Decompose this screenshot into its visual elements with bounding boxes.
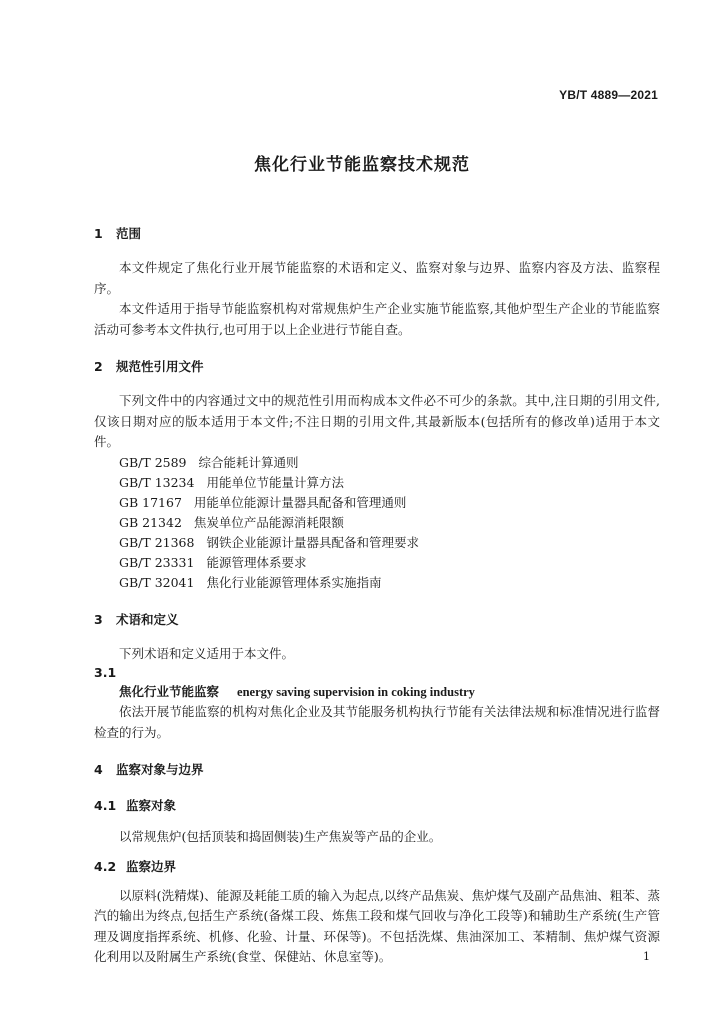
reference-code: GB/T 23331 xyxy=(119,554,195,570)
reference-code: GB/T 21368 xyxy=(119,534,195,550)
scope-paragraph: 本文件规定了焦化行业开展节能监察的术语和定义、监察对象与边界、监察内容及方法、监察程序。 xyxy=(94,260,660,296)
section-heading-scope xyxy=(94,225,660,243)
reference-item xyxy=(94,513,660,533)
section-number: 4 xyxy=(94,762,103,777)
term-entry xyxy=(94,682,660,702)
subsection-heading-objects xyxy=(94,797,660,815)
reference-title: 钢铁企业能源计量器具配备和管理要求 xyxy=(206,534,419,550)
objects-paragraph: 以常规焦炉(包括顶装和捣固侧装)生产焦炭等产品的企业。 xyxy=(119,829,442,844)
section-number: 2 xyxy=(94,359,103,374)
standard-code: YB/T 4889—2021 xyxy=(559,88,658,102)
subsection-title: 监察边界 xyxy=(126,858,177,874)
reference-item xyxy=(94,533,660,553)
section-number: 1 xyxy=(94,226,103,241)
reference-title: 焦炭单位产品能源消耗限额 xyxy=(193,514,344,530)
section-number: 3 xyxy=(94,611,103,627)
reference-item xyxy=(94,553,660,573)
reference-title: 用能单位节能量计算方法 xyxy=(206,474,344,490)
reference-code: GB/T 32041 xyxy=(119,574,195,590)
reference-code: GB 17167 xyxy=(119,494,182,510)
term-chinese: 焦化行业节能监察 xyxy=(119,684,220,699)
document-body xyxy=(94,225,660,968)
reference-code: GB/T 2589 xyxy=(119,454,187,470)
subsection-heading-boundary xyxy=(94,858,660,876)
reference-title: 能源管理体系要求 xyxy=(206,554,307,570)
section-heading-normative-references xyxy=(94,358,660,376)
section-title: 规范性引用文件 xyxy=(116,359,204,374)
section-title: 范围 xyxy=(116,226,142,241)
section-heading-terms xyxy=(94,611,660,629)
reference-title: 焦化行业能源管理体系实施指南 xyxy=(206,574,382,590)
term-english: energy saving supervision in coking industry xyxy=(237,685,475,699)
document-title: 焦化行业节能监察技术规范 xyxy=(254,155,470,175)
section-title: 术语和定义 xyxy=(116,611,179,627)
term-definition: 依法开展节能监察的机构对焦化企业及其节能服务机构执行节能有关法律法规和标准情况进行监督检查的行为。 xyxy=(94,704,660,740)
term-number: 3.1 xyxy=(94,665,117,680)
boundary-paragraph: 以原料(洗精煤)、能源及耗能工质的输入为起点,以终产品焦炭、焦炉煤气及副产品焦油、粗苯、蒸汽的输出为终点,包括生产系统(备煤工段、炼焦工段和煤气回收与净化工段等)和辅助生产系统(生产管理及调度指挥系统、机修、化验、计量、环保等)。不包括洗煤、焦油深加工、苯精制、焦炉煤气资源化利用以及附属生产系统(食堂、保健站、休息室等)。 xyxy=(94,887,660,964)
subsection-number: 4.2 xyxy=(94,858,117,874)
subsection-title: 监察对象 xyxy=(126,798,177,813)
normative-refs-intro: 下列文件中的内容通过文中的规范性引用而构成本文件必不可少的条款。其中,注日期的引用文件,仅该日期对应的版本适用于本文件;不注日期的引用文件,其最新版本(包括所有的修改单)适用于本文件。 xyxy=(94,393,660,449)
reference-title: 综合能耗计算通则 xyxy=(198,454,299,470)
page-number: 1 xyxy=(643,950,650,963)
section-title: 监察对象与边界 xyxy=(116,762,204,777)
reference-code: GB/T 13234 xyxy=(119,474,195,490)
reference-item xyxy=(94,573,660,593)
scope-paragraph: 本文件适用于指导节能监察机构对常规焦炉生产企业实施节能监察,其他炉型生产企业的节能监察活动可参考本文件执行,也可用于以上企业进行节能自查。 xyxy=(94,301,660,337)
reference-item xyxy=(94,473,660,493)
terms-intro: 下列术语和定义适用于本文件。 xyxy=(119,645,295,661)
section-heading-objects xyxy=(94,761,660,779)
reference-code: GB 21342 xyxy=(119,514,182,530)
reference-title: 用能单位能源计量器具配备和管理通则 xyxy=(193,494,407,510)
subsection-number: 4.1 xyxy=(94,798,117,813)
reference-list xyxy=(94,453,660,593)
reference-item xyxy=(94,453,660,473)
reference-item xyxy=(94,493,660,513)
